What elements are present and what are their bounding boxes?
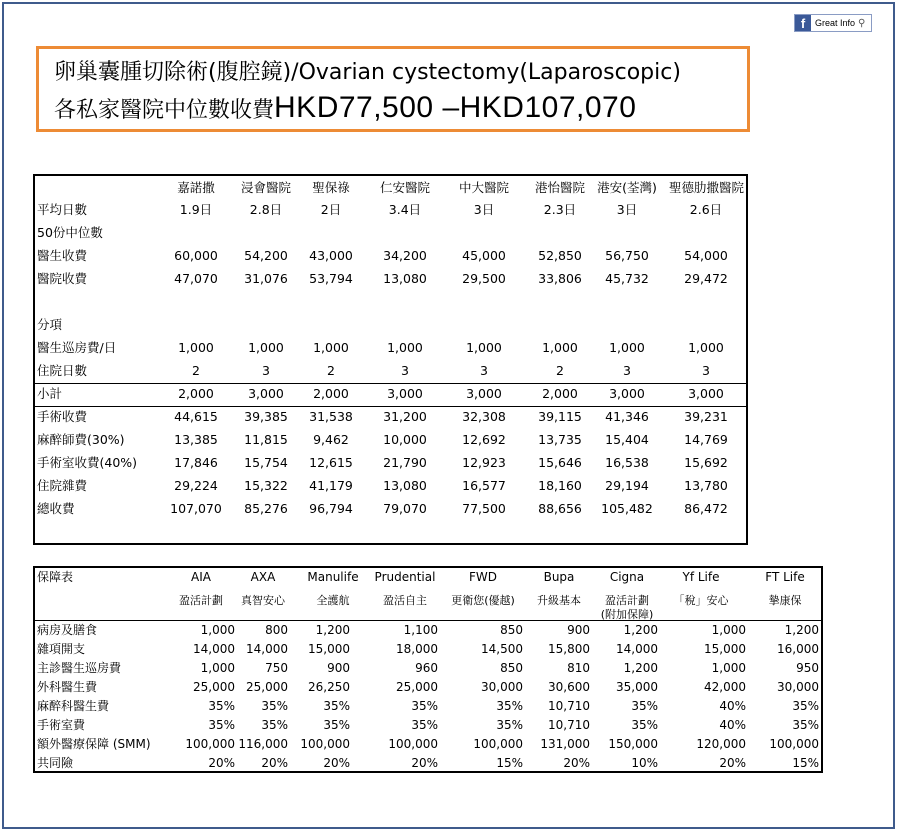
table-row — [35, 474, 746, 497]
table-cell: 100,000 — [769, 737, 819, 751]
table-cell: 11,815 — [244, 432, 288, 447]
table-cell: 3 — [480, 363, 488, 378]
table-cell: 1,000 — [711, 661, 746, 675]
table-cell: 850 — [500, 661, 523, 675]
table-cell: 35,000 — [616, 680, 658, 694]
table-row — [35, 735, 821, 754]
row-label: 分項 — [37, 317, 63, 332]
table-cell: 54,000 — [684, 248, 728, 263]
table-cell: 3 — [702, 363, 710, 378]
table-cell: 35% — [792, 718, 819, 732]
table-cell: 14,000 — [193, 642, 235, 656]
table-cell: 15,404 — [605, 432, 649, 447]
row-label: 小計 — [37, 386, 63, 401]
insurer-name: Bupa — [543, 570, 575, 584]
table-cell: 18,160 — [538, 478, 582, 493]
table-row — [35, 405, 746, 428]
table-cell: 1,000 — [178, 340, 214, 355]
table-row — [35, 428, 746, 451]
table-cell: 35% — [631, 699, 658, 713]
row-label: 麻醉科醫生費 — [37, 699, 110, 713]
hospital-name: 嘉諾撒 — [177, 180, 215, 195]
table-cell: 16,000 — [777, 642, 819, 656]
table-cell: 13,735 — [538, 432, 582, 447]
row-label: 醫生收費 — [37, 248, 88, 263]
hospital-fee-table — [33, 174, 748, 545]
row-label: 醫院收費 — [37, 271, 88, 286]
table-cell: 13,080 — [383, 478, 427, 493]
table-cell: 79,070 — [383, 501, 427, 516]
table-cell: 41,179 — [309, 478, 353, 493]
row-label: 平均日數 — [37, 202, 88, 217]
table-cell: 750 — [265, 661, 288, 675]
table-cell: 35% — [411, 699, 438, 713]
table-cell: 3 — [262, 363, 270, 378]
table-row — [35, 198, 746, 221]
table-cell: 2 — [556, 363, 564, 378]
table-cell: 15,000 — [704, 642, 746, 656]
table-cell: 3日 — [616, 202, 638, 217]
facebook-great-info-badge[interactable] — [794, 14, 872, 32]
table-cell: 116,000 — [238, 737, 288, 751]
insurer-name: AXA — [250, 570, 276, 584]
table-cell: 2.3日 — [543, 202, 577, 217]
table-cell: 15,646 — [538, 455, 582, 470]
table-cell: 15% — [496, 756, 523, 770]
table-cell: 40% — [719, 699, 746, 713]
table-cell: 3,000 — [248, 386, 284, 401]
table-cell: 32,308 — [462, 409, 506, 424]
title-line2 — [54, 89, 747, 130]
plan-name: 盈活自主 — [383, 594, 427, 607]
table-cell: 15% — [792, 756, 819, 770]
table-cell: 3.4日 — [388, 202, 422, 217]
table-row — [35, 716, 821, 735]
table-cell: 43,000 — [309, 248, 353, 263]
hospital-name: 港怡醫院 — [534, 180, 585, 195]
table-row — [35, 313, 746, 336]
row-label: 雜項開支 — [37, 642, 86, 656]
table-row — [35, 640, 821, 659]
insurer-name: Manulife — [307, 570, 359, 584]
hospital-header-row — [35, 176, 746, 199]
table-cell: 3,000 — [466, 386, 502, 401]
plan-name: 全護航 — [316, 594, 350, 607]
row-label: 手術室收費(40%) — [37, 455, 138, 470]
table-cell: 3 — [401, 363, 409, 378]
table-cell: 100,000 — [185, 737, 235, 751]
table-cell: 17,846 — [174, 455, 218, 470]
table-cell: 1,000 — [466, 340, 502, 355]
facebook-icon: f — [795, 15, 811, 31]
table-cell: 2 — [327, 363, 335, 378]
table-cell: 45,000 — [462, 248, 506, 263]
plan-name: 盈活計劃 — [179, 594, 223, 607]
table-cell: 100,000 — [473, 737, 523, 751]
table-cell: 20% — [323, 756, 350, 770]
row-label: 總收費 — [37, 501, 75, 516]
table-cell: 1,000 — [387, 340, 423, 355]
table-row — [35, 621, 821, 640]
plan-name: 盈活計劃 (附加保障) — [600, 594, 654, 621]
table-cell: 2日 — [320, 202, 342, 217]
table-cell: 41,346 — [605, 409, 649, 424]
table-cell: 96,794 — [309, 501, 353, 516]
table-cell: 16,538 — [605, 455, 649, 470]
table-cell: 35% — [411, 718, 438, 732]
table-cell: 16,577 — [462, 478, 506, 493]
table-cell: 2.8日 — [249, 202, 283, 217]
table-cell: 120,000 — [696, 737, 746, 751]
table-row — [35, 451, 746, 474]
table-cell: 29,224 — [174, 478, 218, 493]
table-cell: 39,231 — [684, 409, 728, 424]
table-cell: 1,100 — [403, 623, 438, 637]
table-cell: 10,000 — [383, 432, 427, 447]
insurer-name: Cigna — [609, 570, 645, 584]
table-cell: 29,500 — [462, 271, 506, 286]
table-row — [35, 336, 746, 359]
table-cell: 3,000 — [688, 386, 724, 401]
table-cell: 56,750 — [605, 248, 649, 263]
table-cell: 31,200 — [383, 409, 427, 424]
table-cell: 105,482 — [601, 501, 653, 516]
table-cell: 15,692 — [684, 455, 728, 470]
table-cell: 20% — [563, 756, 590, 770]
table-cell: 850 — [500, 623, 523, 637]
table-cell: 2.6日 — [689, 202, 723, 217]
table-cell: 900 — [327, 661, 350, 675]
table-cell: 1,000 — [200, 623, 235, 637]
table-row — [35, 382, 746, 405]
table-cell: 2,000 — [313, 386, 349, 401]
table-cell: 34,200 — [383, 248, 427, 263]
table-cell: 2,000 — [178, 386, 214, 401]
table-cell: 800 — [265, 623, 288, 637]
table-row — [35, 244, 746, 267]
table-cell: 35% — [323, 718, 350, 732]
table-cell: 35% — [496, 718, 523, 732]
badge-label: Great Info — [815, 18, 856, 28]
table-cell: 14,000 — [246, 642, 288, 656]
insurance-benefit-table — [33, 566, 823, 773]
table-cell: 20% — [261, 756, 288, 770]
table-cell: 39,385 — [244, 409, 288, 424]
table-cell: 60,000 — [174, 248, 218, 263]
table-cell: 131,000 — [540, 737, 590, 751]
table-cell: 35% — [496, 699, 523, 713]
row-divider — [35, 383, 746, 384]
table-row — [35, 659, 821, 678]
table-cell: 35% — [261, 718, 288, 732]
table-cell: 29,472 — [684, 271, 728, 286]
insurer-name: AIA — [191, 570, 211, 584]
table-cell: 31,538 — [309, 409, 353, 424]
plan-name: 摯康保 — [768, 594, 802, 607]
row-label: 外科醫生費 — [37, 680, 98, 694]
header-label: 保障表 — [37, 570, 74, 584]
table-cell: 960 — [415, 661, 438, 675]
table-cell: 1,000 — [711, 623, 746, 637]
hospital-name: 仁安醫院 — [379, 180, 430, 195]
table-cell: 35% — [261, 699, 288, 713]
plan-name: 更衛您(優越) — [451, 594, 515, 607]
table-cell: 150,000 — [608, 737, 658, 751]
table-cell: 10,710 — [548, 718, 590, 732]
table-cell: 18,000 — [396, 642, 438, 656]
table-cell: 1.9日 — [179, 202, 213, 217]
table-cell: 40% — [719, 718, 746, 732]
table-row — [35, 754, 821, 773]
table-cell: 1,000 — [313, 340, 349, 355]
table-cell: 29,194 — [605, 478, 649, 493]
table-row — [35, 697, 821, 716]
row-label: 50份中位數 — [37, 225, 103, 240]
table-cell: 900 — [567, 623, 590, 637]
table-cell: 1,000 — [200, 661, 235, 675]
table-cell: 12,615 — [309, 455, 353, 470]
table-cell: 26,250 — [308, 680, 350, 694]
table-cell: 53,794 — [309, 271, 353, 286]
table-cell: 30,000 — [777, 680, 819, 694]
row-label: 住院雜費 — [37, 478, 88, 493]
row-label: 手術收費 — [37, 409, 88, 424]
table-cell: 52,850 — [538, 248, 582, 263]
hospital-name: 浸會醫院 — [240, 180, 291, 195]
row-divider — [35, 406, 746, 407]
table-cell: 1,000 — [688, 340, 724, 355]
plan-name: 真智安心 — [241, 594, 285, 607]
table-cell: 35% — [208, 718, 235, 732]
table-cell: 13,385 — [174, 432, 218, 447]
table-cell: 20% — [719, 756, 746, 770]
plan-name: 升級基本 — [537, 594, 581, 607]
table-cell: 1,200 — [315, 623, 350, 637]
table-cell: 3,000 — [609, 386, 645, 401]
table-cell: 13,780 — [684, 478, 728, 493]
insurer-name: FWD — [468, 570, 497, 584]
table-cell: 1,000 — [248, 340, 284, 355]
table-cell: 35% — [208, 699, 235, 713]
table-cell: 15,000 — [308, 642, 350, 656]
insurer-name: Yf Life — [682, 570, 720, 584]
table-cell: 88,656 — [538, 501, 582, 516]
table-row — [35, 267, 746, 290]
table-cell: 1,000 — [542, 340, 578, 355]
table-cell: 10,710 — [548, 699, 590, 713]
table-cell: 9,462 — [313, 432, 349, 447]
table-cell: 77,500 — [462, 501, 506, 516]
table-row — [35, 290, 746, 313]
table-cell: 100,000 — [300, 737, 350, 751]
table-row — [35, 678, 821, 697]
row-label: 病房及膳食 — [37, 623, 98, 637]
table-cell: 12,692 — [462, 432, 506, 447]
table-cell: 30,000 — [481, 680, 523, 694]
table-cell: 100,000 — [388, 737, 438, 751]
row-label: 醫生巡房費/日 — [37, 340, 117, 355]
hospital-name: 聖德肋撒醫院 — [669, 180, 745, 195]
price-range: HKD77,500 –HKD107,070 — [274, 91, 637, 124]
table-cell: 25,000 — [246, 680, 288, 694]
table-cell: 14,769 — [684, 432, 728, 447]
table-cell: 2 — [192, 363, 200, 378]
row-label: 手術室費 — [37, 718, 86, 732]
table-cell: 13,080 — [383, 271, 427, 286]
table-cell: 45,732 — [605, 271, 649, 286]
table-cell: 810 — [567, 661, 590, 675]
table-cell: 1,200 — [784, 623, 819, 637]
table-cell: 1,000 — [609, 340, 645, 355]
table-cell: 1,200 — [623, 623, 658, 637]
table-cell: 107,070 — [170, 501, 222, 516]
table-cell: 15,800 — [548, 642, 590, 656]
hospital-name: 港安(荃灣) — [597, 180, 657, 195]
table-cell: 15,322 — [244, 478, 288, 493]
magnifier-icon: ⚲ — [858, 17, 866, 29]
table-cell: 44,615 — [174, 409, 218, 424]
table-cell: 2,000 — [542, 386, 578, 401]
table-cell: 950 — [796, 661, 819, 675]
table-row — [35, 221, 746, 244]
table-cell: 30,600 — [548, 680, 590, 694]
table-row — [35, 497, 746, 520]
insurer-header-row — [35, 568, 821, 587]
row-label: 住院日數 — [37, 363, 88, 378]
table-cell: 42,000 — [704, 680, 746, 694]
title-prefix: 各私家醫院中位數收費 — [54, 98, 275, 123]
table-cell: 25,000 — [396, 680, 438, 694]
row-label: 共同險 — [37, 756, 74, 770]
table-cell: 14,000 — [616, 642, 658, 656]
table-cell: 39,115 — [538, 409, 582, 424]
table-cell: 35% — [792, 699, 819, 713]
table-cell: 21,790 — [383, 455, 427, 470]
hospital-name: 聖保祿 — [312, 180, 350, 195]
table-cell: 33,806 — [538, 271, 582, 286]
plan-name: 「稅」安心 — [673, 594, 729, 607]
table-cell: 31,076 — [244, 271, 288, 286]
table-cell: 20% — [411, 756, 438, 770]
table-cell: 1,200 — [623, 661, 658, 675]
table-row — [35, 359, 746, 382]
table-cell: 86,472 — [684, 501, 728, 516]
row-label: 額外醫療保障 (SMM) — [37, 737, 151, 751]
table-cell: 14,500 — [481, 642, 523, 656]
insurer-name: Prudential — [374, 570, 436, 584]
table-cell: 20% — [208, 756, 235, 770]
insurer-name: FT Life — [765, 570, 805, 584]
hospital-name: 中大醫院 — [458, 180, 509, 195]
table-cell: 3,000 — [387, 386, 423, 401]
table-cell: 54,200 — [244, 248, 288, 263]
table-cell: 15,754 — [244, 455, 288, 470]
table-cell: 10% — [631, 756, 658, 770]
title-line1: 卵巢囊腫切除術(腹腔鏡)/Ovarian cystectomy(Laparoscopic) — [54, 60, 681, 85]
table-cell: 47,070 — [174, 271, 218, 286]
title-box — [36, 46, 750, 132]
table-cell: 3 — [623, 363, 631, 378]
table-cell: 85,276 — [244, 501, 288, 516]
table-cell: 3日 — [473, 202, 495, 217]
table-cell: 35% — [631, 718, 658, 732]
row-label: 麻醉師費(30%) — [37, 432, 125, 447]
table-cell: 12,923 — [462, 455, 506, 470]
row-label: 主診醫生巡房費 — [37, 661, 122, 675]
table-cell: 25,000 — [193, 680, 235, 694]
table-cell: 35% — [323, 699, 350, 713]
